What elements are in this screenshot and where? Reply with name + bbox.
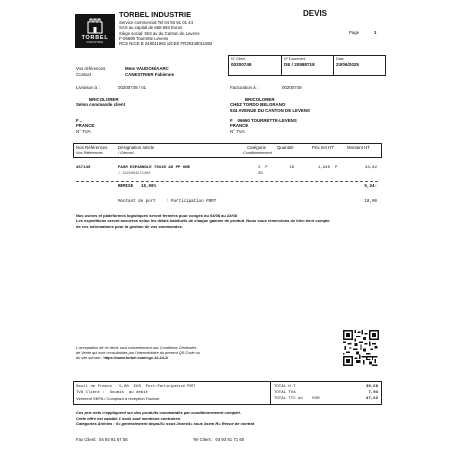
total-ttc-unit: EUR: [312, 397, 320, 401]
row-designation: PAUM ESPAGNOLE 70X40 AG PP GNE: [118, 166, 191, 170]
delivery-name: BRICOLORER: [89, 97, 119, 102]
totals-labels: [274, 384, 320, 402]
footer-line: Ces prix nets n'appliquent sur des produits commandés par conditionnement complet.: [76, 410, 241, 415]
header-categorie: Catégorie: [247, 145, 267, 150]
header-prix-net: Prix net HT: [312, 145, 334, 150]
header-vos-ref: Vos Références: [76, 151, 103, 155]
company-details: [119, 20, 212, 46]
row-ref: 457140: [76, 166, 91, 170]
vos-references-label: Vos références: [76, 66, 106, 71]
page-number: 1: [374, 30, 377, 35]
tva-client-value: Soumis au débit: [109, 391, 149, 395]
seuil-unit: EUR: [133, 385, 141, 389]
billing-label: Facturation à :: [230, 85, 259, 90]
row-conditionnement: 25: [258, 172, 263, 176]
remise-label: REMISE: [118, 185, 134, 189]
document-number-label: N° Document: [284, 57, 306, 61]
date-cell: [336, 57, 359, 67]
summary-left: [76, 384, 195, 402]
summary-port-value: Participation PORT: [157, 385, 196, 389]
total-ttc-label: TOTAL TTC en: [274, 397, 303, 401]
tel-value: 04 93 91 71 60: [215, 437, 245, 442]
notice-line: Nos usines et plateformes logistiques seront fermées pour congés du 04/08 au 22/08: [76, 213, 237, 218]
row-quantity: 18: [289, 166, 294, 170]
row-amount: 34,92: [364, 166, 377, 170]
footer-terms: [76, 410, 254, 427]
remise-percent: 15,00%: [141, 185, 157, 189]
header-montant: Montant HT: [347, 145, 370, 150]
billing-name: BRICOLORER: [245, 97, 275, 102]
tel-label: Tel Client :: [193, 437, 214, 442]
payment-terms: Virement SEPA / Comptant à réception Facture: [76, 396, 160, 401]
document-number-value: DE / 20588718: [284, 62, 315, 68]
divider: [270, 381, 271, 405]
castle-icon: [86, 17, 104, 34]
delivery-country: FRANCE: [76, 123, 95, 128]
client-number-value: 00200749: [231, 62, 252, 68]
closure-notice: [76, 213, 330, 229]
total-tva-value: 7,94: [368, 391, 378, 395]
divider: [333, 55, 334, 76]
total-ht-value: 39,68: [365, 385, 378, 389]
header-conditionnement: Conditionnement: [243, 151, 272, 155]
seuil-value: 5,00: [119, 385, 129, 389]
contact-label: Contact: [76, 72, 92, 77]
fax-label: Fax Client:: [76, 437, 97, 442]
qr-code-icon[interactable]: [343, 330, 379, 366]
company-line: SAS au capital de 658 692 Euros: [119, 25, 183, 31]
port-label: Montant de port: [118, 200, 156, 204]
billing-code: 00200749: [282, 85, 302, 90]
company-line: RCS NICE B 348011982 idCEE FR29348011982: [119, 41, 213, 47]
client-number-label: N° Client: [231, 57, 246, 61]
row-unit-price: 1,940: [317, 166, 330, 170]
row-category: 2 P: [258, 166, 268, 170]
header-quantite: Quantité: [277, 145, 294, 150]
company-line: Service commercial Tel 04 93 91 01 44: [119, 20, 193, 25]
remise-amount: 5,24-: [364, 185, 377, 189]
delivery-line: F ..: [76, 118, 83, 123]
billing-line: CHEZ TORDO BELGRANO: [230, 102, 286, 107]
port-amount: 10,00: [364, 200, 377, 204]
billing-line: 534 AVENUE DU CANTON DE LEVENS: [230, 108, 310, 113]
row-separator: [76, 181, 378, 182]
company-name: TORBEL INDUSTRIE: [119, 10, 191, 19]
company-logo: [75, 14, 115, 48]
page-label: Page: [349, 30, 360, 35]
footer-line: Cette offre est valable 1 mois sauf mentions contraires.: [76, 415, 182, 421]
delivery-tva-label: N° TVA:: [76, 129, 92, 134]
billing-tva-label: N° TVA:: [230, 129, 246, 134]
client-number-cell: [231, 57, 251, 67]
contact-value: CANESTRIER Fabienne: [125, 72, 175, 77]
billing-country: FRANCE: [230, 123, 249, 128]
delivery-code: 00200749 / 01: [118, 85, 147, 90]
delivery-label: Livraison à :: [76, 85, 100, 90]
company-line: Siège social: 504 av du Canton de Levens: [119, 30, 200, 36]
company-line: F-06690 Tourrette Levens: [119, 35, 169, 41]
acceptance-line: de Vente qui sont consultables par l'intermédiaire du présent QR Code ou: [76, 351, 200, 355]
divider: [281, 55, 282, 76]
total-ttc-value: 47,62: [365, 397, 378, 401]
total-tva-label: TOTAL TVA: [274, 391, 296, 395]
row-gencod: / 3322064571400: [118, 172, 151, 176]
fax-value: 04 93 91 67 55: [98, 437, 128, 442]
header-nos-ref: Nos Références: [76, 145, 108, 150]
seuil-label: Seuil de Franco: [76, 385, 113, 389]
footer-line: Catégories Articles : 0= généralement dispo/3= sous 2sem/4= sous 4sem R= Revue de contrat: [76, 421, 255, 427]
notice-line: Les expéditions seront assurées selon les délais habituels de chaque gamme de produit. Nous vous remercions de bien tenir compte: [76, 218, 330, 224]
logo-text: TORBEL: [81, 35, 109, 41]
header-designation: Désignation article: [118, 145, 155, 150]
vos-references-value: Mme VAUDON/AARC: [125, 66, 169, 71]
fax-client: [76, 438, 128, 443]
date-label: Date: [336, 57, 344, 61]
billing-line: F 06690 TOURRETTE-LEVENS: [230, 118, 297, 123]
total-ht-label: TOTAL H.T: [274, 385, 296, 389]
row-unit-flag: P: [335, 166, 338, 170]
acceptance-line: L'acceptation de ce devis vaut consentement aux Conditions Générales: [76, 346, 197, 350]
notice-line: de ces informations pour la gestion de vos commandes.: [76, 223, 183, 229]
date-value: 23/06/2025: [336, 62, 359, 68]
acceptance-line: du site suivant :: [76, 356, 103, 360]
acceptance-text: [76, 346, 200, 361]
document-number-cell: [284, 57, 315, 67]
header-gencod: / Gencod: [118, 151, 134, 155]
port-description: : Participation PORT: [166, 200, 217, 204]
summary-port-label: Port:: [145, 385, 158, 389]
tva-client-label: TVA Client :: [76, 391, 105, 395]
document-title: DEVIS: [303, 9, 328, 18]
cgv-link[interactable]: https://www.torbel.com/cgv-12-24-2/: [103, 356, 169, 360]
tel-client: [193, 438, 244, 443]
delivery-line: Selon commande client: [76, 102, 126, 107]
logo-subtext: INDUSTRIE: [86, 41, 104, 44]
totals-values: [340, 384, 378, 402]
